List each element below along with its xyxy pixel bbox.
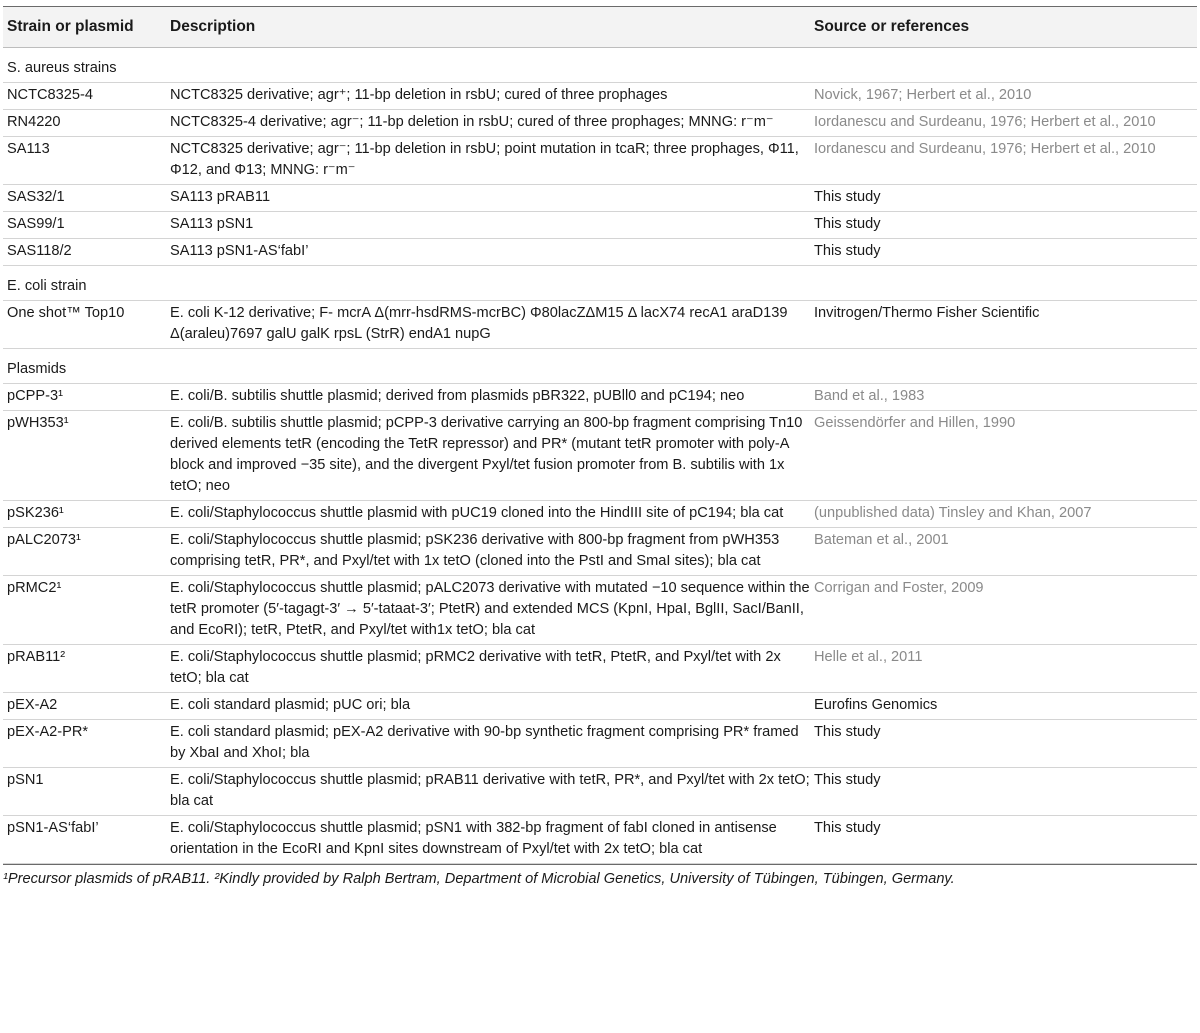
source-cell: Eurofins Genomics (810, 693, 1197, 720)
description-cell: SA113 pSN1-AS‘fabI’ (166, 239, 810, 266)
strain-name-cell: pSK236¹ (3, 501, 166, 528)
table-row (3, 768, 1197, 816)
strain-name-cell: SA113 (3, 137, 166, 185)
description-cell: NCTC8325-4 derivative; agr⁻; 11-bp deletion in rsbU; cured of three prophages; MNNG: r⁻m⁻ (166, 110, 810, 137)
description-cell: E. coli standard plasmid; pEX-A2 derivative with 90-bp synthetic fragment comprising PR* framed by XbaI and XhoI; bla (166, 720, 810, 768)
strains-plasmids-table (3, 6, 1197, 864)
description-cell: SA113 pRAB11 (166, 185, 810, 212)
table-row (3, 501, 1197, 528)
table-row (3, 83, 1197, 110)
source-cell: Helle et al., 2011 (810, 645, 1197, 693)
description-cell: NCTC8325 derivative; agr⁻; 11-bp deletion in rsbU; point mutation in tcaR; three prophages, Φ11, Φ12, and Φ13; MNNG: r⁻m⁻ (166, 137, 810, 185)
strain-name-cell: RN4220 (3, 110, 166, 137)
strain-name-cell: pRMC2¹ (3, 576, 166, 645)
source-cell: This study (810, 185, 1197, 212)
section-row (3, 349, 1197, 384)
strain-name-cell: SAS99/1 (3, 212, 166, 239)
table-row (3, 411, 1197, 501)
section-label: S. aureus strains (3, 48, 1197, 83)
table-row (3, 110, 1197, 137)
header-source: Source or references (810, 7, 1197, 48)
source-cell: Iordanescu and Surdeanu, 1976; Herbert et al., 2010 (810, 110, 1197, 137)
description-cell: E. coli/Staphylococcus shuttle plasmid; pRMC2 derivative with tetR, PtetR, and Pxyl/tet with 2x tetO; bla cat (166, 645, 810, 693)
table-footnote: ¹Precursor plasmids of pRAB11. ²Kindly provided by Ralph Bertram, Department of Microbial Genetics, University of Tübingen, Tübingen, Germany. (3, 864, 1197, 887)
header-description: Description (166, 7, 810, 48)
section-row (3, 48, 1197, 83)
strain-name-cell: pRAB11² (3, 645, 166, 693)
source-cell: Geissendörfer and Hillen, 1990 (810, 411, 1197, 501)
table-row (3, 212, 1197, 239)
source-cell: This study (810, 816, 1197, 864)
section-label: E. coli strain (3, 266, 1197, 301)
description-cell: E. coli/Staphylococcus shuttle plasmid; pALC2073 derivative with mutated −10 sequence within the tetR promoter (5′-tagagt-3′ → 5′-tataat-3′; PtetR) and extended MCS (KpnI, HpaI, BglII, SacI/BanII, and EcoRI); tetR, PtetR, and Pxyl/tet with1x tetO; bla cat (166, 576, 810, 645)
description-cell: E. coli/Staphylococcus shuttle plasmid; pRAB11 derivative with tetR, PR*, and Pxyl/tet with 2x tetO; bla cat (166, 768, 810, 816)
table-row (3, 693, 1197, 720)
strain-name-cell: One shot™ Top10 (3, 301, 166, 349)
description-cell: E. coli/B. subtilis shuttle plasmid; derived from plasmids pBR322, pUBll0 and pC194; neo (166, 384, 810, 411)
source-cell: Iordanescu and Surdeanu, 1976; Herbert et al., 2010 (810, 137, 1197, 185)
table-row (3, 720, 1197, 768)
description-cell: SA113 pSN1 (166, 212, 810, 239)
table-row (3, 528, 1197, 576)
table-row (3, 239, 1197, 266)
source-cell: Novick, 1967; Herbert et al., 2010 (810, 83, 1197, 110)
source-cell: This study (810, 239, 1197, 266)
description-cell: NCTC8325 derivative; agr⁺; 11-bp deletion in rsbU; cured of three prophages (166, 83, 810, 110)
strain-name-cell: SAS32/1 (3, 185, 166, 212)
table-body (3, 48, 1197, 864)
source-cell: Band et al., 1983 (810, 384, 1197, 411)
source-cell: Corrigan and Foster, 2009 (810, 576, 1197, 645)
source-cell: Bateman et al., 2001 (810, 528, 1197, 576)
description-cell: E. coli/Staphylococcus shuttle plasmid; pSK236 derivative with 800-bp fragment from pWH353 comprising tetR, PR*, and Pxyl/tet with 1x tetO (cloned into the PstI and SmaI sites); bla cat (166, 528, 810, 576)
description-cell: E. coli standard plasmid; pUC ori; bla (166, 693, 810, 720)
source-cell: This study (810, 720, 1197, 768)
table-row (3, 576, 1197, 645)
table-row (3, 301, 1197, 349)
table-header-row (3, 7, 1197, 48)
strain-name-cell: SAS118/2 (3, 239, 166, 266)
table-row (3, 384, 1197, 411)
strain-name-cell: pSN1-AS‘fabI’ (3, 816, 166, 864)
strain-name-cell: pCPP-3¹ (3, 384, 166, 411)
source-cell: This study (810, 212, 1197, 239)
section-row (3, 266, 1197, 301)
description-cell: E. coli/Staphylococcus shuttle plasmid; pSN1 with 382-bp fragment of fabI cloned in antisense orientation in the EcoRI and KpnI sites downstream of Pxyl/tet with 2x tetO; bla cat (166, 816, 810, 864)
description-cell: E. coli/B. subtilis shuttle plasmid; pCPP-3 derivative carrying an 800-bp fragment comprising Tn10 derived elements tetR (encoding the TetR repressor) and PR* (mutant tetR promoter with poly-A block and improved −35 site), and the divergent Pxyl/tet fusion promoter from B. subtilis with 1x tetO; neo (166, 411, 810, 501)
strain-name-cell: NCTC8325-4 (3, 83, 166, 110)
table-row (3, 645, 1197, 693)
header-strain: Strain or plasmid (3, 7, 166, 48)
description-cell: E. coli K-12 derivative; F- mcrA Δ(mrr-hsdRMS-mcrBC) Φ80lacZΔM15 Δ lacX74 recA1 araD139 Δ(araleu)7697 galU galK rpsL (StrR) endA1 nupG (166, 301, 810, 349)
strain-name-cell: pEX-A2 (3, 693, 166, 720)
strain-name-cell: pALC2073¹ (3, 528, 166, 576)
section-label: Plasmids (3, 349, 1197, 384)
source-cell: This study (810, 768, 1197, 816)
strain-name-cell: pSN1 (3, 768, 166, 816)
table-row (3, 816, 1197, 864)
table-row (3, 137, 1197, 185)
strain-name-cell: pEX-A2-PR* (3, 720, 166, 768)
strain-name-cell: pWH353¹ (3, 411, 166, 501)
source-cell: Invitrogen/Thermo Fisher Scientific (810, 301, 1197, 349)
description-cell: E. coli/Staphylococcus shuttle plasmid with pUC19 cloned into the HindIII site of pC194; bla cat (166, 501, 810, 528)
source-cell: (unpublished data) Tinsley and Khan, 2007 (810, 501, 1197, 528)
table-row (3, 185, 1197, 212)
